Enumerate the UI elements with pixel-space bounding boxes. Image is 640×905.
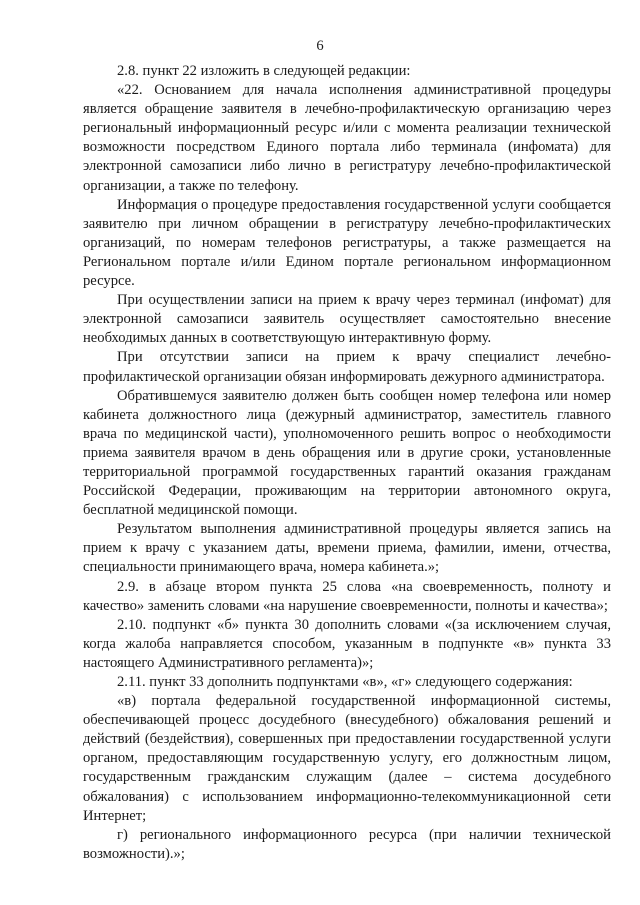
paragraph-2-10: 2.10. подпункт «б» пункта 30 дополнить словами «(за исключением случая, когда жалоба направляется способом, указанным в подпункте «в» пункта 33 настоящего Административного регламента)»; bbox=[83, 616, 611, 671]
paragraph-applicant-contact: Обратившемуся заявителю должен быть сообщен номер телефона или номер кабинета должностного лица (дежурный администратор, заместитель главного врача по медицинской части), уполномоченного решить вопрос о необходимости приема заявителя врачом в день обращения или в другие сроки, установленные территориальной программой государственных гарантий оказания гражданам Российской Федерации, проживающим на территории автономного округа, бесплатной медицинской помощи. bbox=[83, 387, 611, 519]
paragraph-information: Информация о процедуре предоставления государственной услуги сообщается заявителю при личном обращении в регистратуру лечебно-профилактических организаций, по номерам телефонов регистратуры, а также размещается на Региональном портале и/или Едином портале региональном информационном ресурсе. bbox=[83, 196, 611, 290]
paragraph-terminal-record: При осуществлении записи на прием к врачу через терминал (инфомат) для электронной самозаписи заявитель осуществляет самостоятельно внесение необходимых данных в соответствующую интерактивную форму. bbox=[83, 292, 611, 347]
page-number: 6 bbox=[316, 38, 324, 54]
paragraph-2-11: 2.11. пункт 33 дополнить подпунктами «в», «г» следующего содержания: bbox=[117, 674, 573, 690]
paragraph-subitem-v: «в) портала федеральной государственной информационной системы, обеспечивающей процесс досудебного (внесудебного) обжалования решений и действий (бездействия), совершенных при предоставлении государственной услуги органом, предоставляющим государственную услугу, его должностным лицом, государственным гражданским служащим (далее – система досудебного обжалования) с использованием информационно-телекоммуникационной сети Интернет; bbox=[83, 693, 611, 824]
document-body bbox=[83, 62, 611, 864]
paragraph-22-basis: «22. Основанием для начала исполнения административной процедуры является обращение заявителя в лечебно-профилактическую организацию через региональный информационный ресурс и/или с момента реализации технической возможности посредством Единого портала либо терминала (инфомата) для электронной самозаписи либо лично в регистратуру лечебно-профилактической организации, а также по телефону. bbox=[83, 82, 611, 194]
paragraph-2-8: 2.8. пункт 22 изложить в следующей редакции: bbox=[117, 63, 411, 79]
paragraph-result: Результатом выполнения административной процедуры является запись на прием к врачу с указанием даты, времени приема, фамилии, имени, отчества, специальности принимающего врача, номера кабинета.»; bbox=[83, 521, 611, 576]
paragraph-2-9: 2.9. в абзаце втором пункта 25 слова «на своевременность, полноту и качество» заменить словами «на нарушение своевременности, полноты и качества»; bbox=[83, 578, 611, 614]
paragraph-subitem-g: г) регионального информационного ресурса (при наличии технической возможности).»; bbox=[83, 826, 611, 862]
paragraph-no-record: При отсутствии записи на прием к врачу специалист лечебно-профилактической организации обязан информировать дежурного администратора. bbox=[83, 349, 611, 385]
